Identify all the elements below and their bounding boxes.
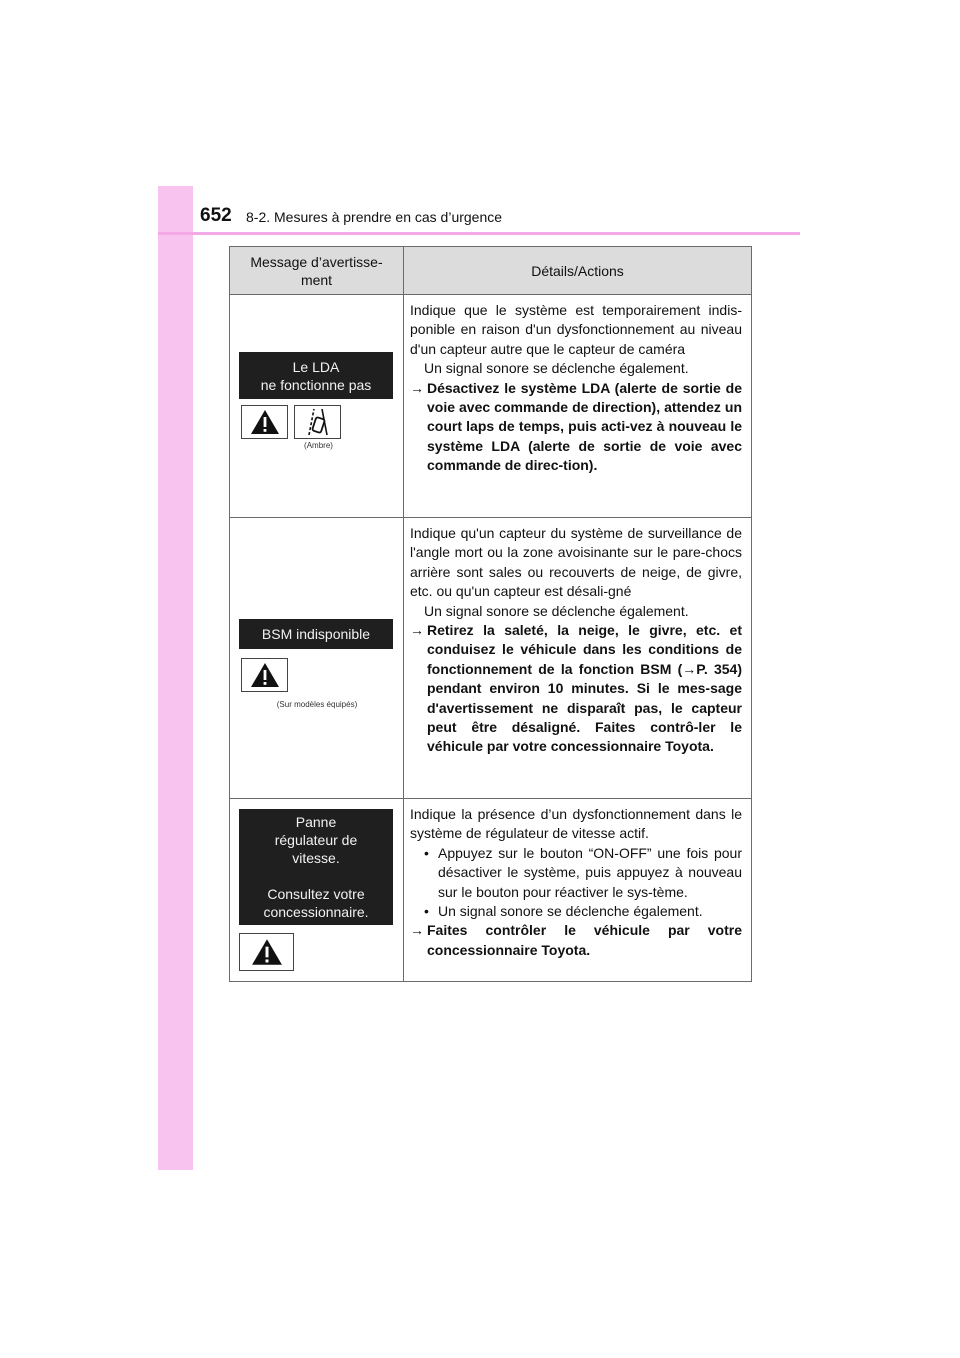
warning-messages-table [229, 246, 752, 982]
message-cell [230, 295, 404, 518]
description: Indique qu'un capteur du système de surveillance de l'angle mort ou la zone avoisinante sur le pare-chocs arrière sont sales ou recouverts de neige, de givre, etc. ou qu'un capteur est désali-gné [410, 525, 742, 600]
action-step [410, 379, 742, 476]
header-details: Détails/Actions [404, 247, 752, 295]
bullet-text: Un signal sonore se déclenche également. [438, 903, 703, 920]
message-cell [230, 799, 404, 982]
lane-departure-car-icon [303, 407, 333, 437]
icon-caption: (Ambre) [304, 441, 333, 450]
display-line: vitesse. [292, 850, 340, 866]
bullet-icon: • [424, 844, 429, 861]
description: Indique que le système est temporairement indis-ponible en raison d'un dysfonctionnement au niveau d'un capteur autre que le capteur de caméra [410, 302, 742, 357]
action-step [410, 921, 742, 960]
display-line: Le LDA [292, 359, 340, 375]
note: Un signal sonore se déclenche également. [424, 602, 689, 619]
message-display [239, 352, 393, 399]
display-line: ne fonctionne pas [260, 377, 372, 393]
warning-triangle-icon [250, 409, 280, 435]
note: Un signal sonore se déclenche également. [424, 360, 689, 377]
details-cell [404, 518, 752, 799]
display-line: BSM indisponible [261, 626, 371, 642]
bullet-icon: • [424, 903, 429, 920]
message-display [239, 809, 393, 925]
lda-icon-box [294, 405, 341, 439]
display-line: Panne [295, 814, 337, 830]
message-cell [230, 518, 404, 799]
chapter-side-band [158, 186, 193, 1170]
bullet-item [410, 902, 742, 921]
details-cell [404, 295, 752, 518]
warning-icon-box [241, 405, 288, 439]
warning-triangle-icon [250, 662, 280, 688]
section-title: 8-2. Mesures à prendre en cas d’urgence [246, 209, 503, 225]
table-header-row [230, 247, 752, 295]
description: Indique la présence d’un dysfonctionnement dans le système de régulateur de vitesse actif. [410, 806, 742, 842]
action-text: Désactivez le système LDA (alerte de sortie de voie avec commande de direction), attendez un court laps de temps, puis acti-vez à nouveau le système LDA (alerte de sortie de voie avec commande de direc-tion). [427, 379, 742, 474]
icon-caption: (Sur modèles équipés) [276, 700, 358, 709]
details-cell [404, 799, 752, 982]
table-row [230, 295, 752, 518]
arrow-icon: → [410, 922, 424, 939]
display-line: concessionnaire. [263, 904, 369, 920]
bullet-text: Appuyez sur le bouton “ON-OFF” une fois pour désactiver le système, puis appuyez à nouveau sur le bouton pour réactiver le sys-tème. [438, 844, 742, 900]
page-number: 652 [200, 205, 232, 226]
action-text: Retirez la saleté, la neige, le givre, etc. et conduisez le véhicule dans les conditions de fonctionnement de la fonction BSM (→P. 354) pendant environ 10 minutes. Si le mes-sage d'avertissement ne disparaît pas, le capteur peut être désaligné. Faites contrô-ler le véhicule par votre concessionnaire Toyota. [427, 622, 742, 755]
display-line [239, 867, 393, 885]
bullet-item [410, 844, 742, 902]
table-row [230, 518, 752, 799]
display-line: régulateur de [274, 832, 358, 848]
action-text: Faites contrôler le véhicule par votre concessionnaire Toyota. [427, 922, 742, 958]
message-display [239, 619, 393, 649]
display-line: Consultez votre [267, 886, 365, 902]
table-row [230, 799, 752, 982]
action-step [410, 621, 742, 757]
header-message: Message d’avertisse-ment [230, 247, 404, 295]
warning-triangle-icon [251, 938, 283, 966]
warning-icon-box [241, 658, 288, 692]
warning-icon-box [239, 933, 294, 971]
arrow-icon: → [410, 622, 424, 639]
arrow-icon: → [410, 379, 424, 396]
header-rule [158, 232, 800, 235]
